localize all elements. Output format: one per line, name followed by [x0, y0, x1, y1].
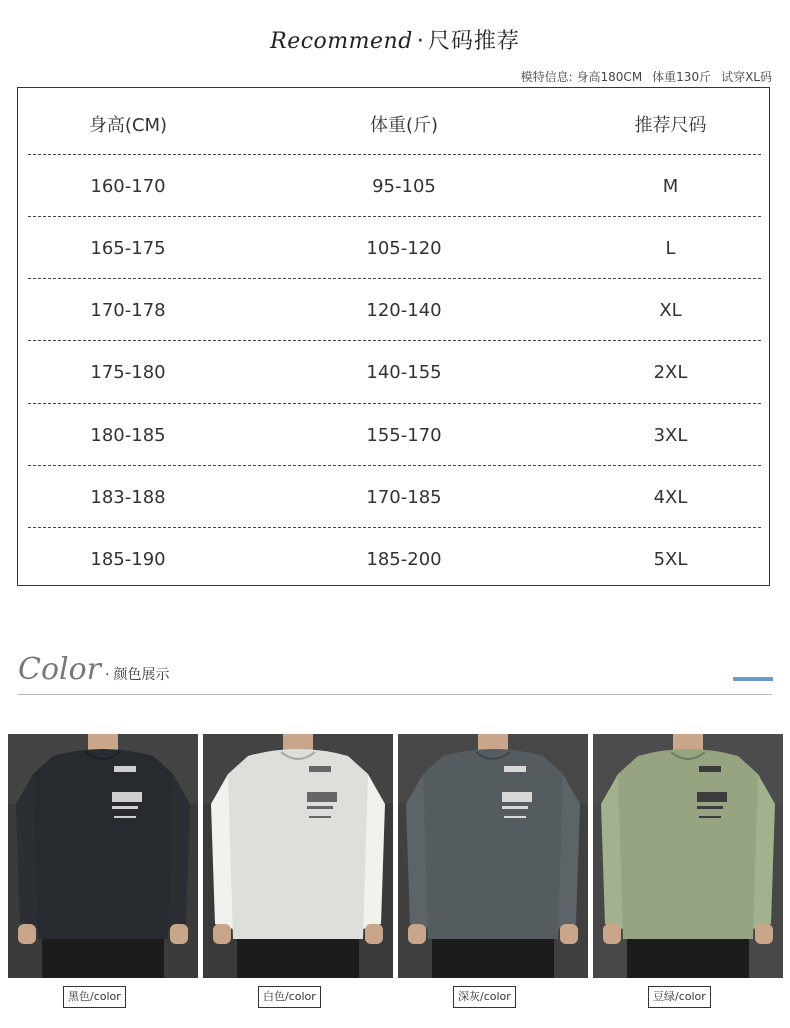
black-shirt-photo [8, 734, 198, 978]
recommend-script-title: Recommend [270, 29, 413, 54]
trousers [237, 939, 359, 978]
cell-weight: 140-155 [366, 361, 442, 383]
left-hand [603, 924, 621, 944]
recommend-heading [0, 24, 790, 55]
chest-print-line [112, 806, 138, 809]
color-heading [18, 652, 772, 696]
cell-size: 5XL [653, 548, 688, 570]
table-row [28, 155, 761, 217]
white-shirt-photo [203, 734, 393, 978]
heading-dot: · [416, 29, 424, 54]
table-row [28, 217, 761, 279]
shirt-image [8, 734, 198, 978]
right-hand [560, 924, 578, 944]
chest-print-line [502, 806, 528, 809]
cell-height: 170-178 [90, 299, 166, 321]
cell-size: 2XL [653, 361, 688, 383]
model-size: 试穿XL码 [721, 70, 772, 84]
table-row [28, 341, 761, 403]
chest-print-logo [307, 792, 337, 802]
left-hand [18, 924, 36, 944]
cell-size: XL [659, 299, 682, 321]
bean-green-shirt-photo [593, 734, 783, 978]
color-label-black: 黑色/color [63, 986, 126, 1008]
dark-gray-shirt-photo [398, 734, 588, 978]
cell-height: 183-188 [90, 486, 166, 508]
model-info [511, 68, 772, 85]
chest-print-bar [699, 766, 721, 772]
size-table [17, 87, 770, 586]
cell-weight: 105-120 [366, 237, 442, 259]
trousers [627, 939, 749, 978]
chest-print-line [309, 816, 331, 818]
left-hand [213, 924, 231, 944]
shirt-image [593, 734, 783, 978]
color-label-dark-gray: 深灰/color [453, 986, 516, 1008]
chest-print-logo [502, 792, 532, 802]
shirt-image [203, 734, 393, 978]
table-row [28, 466, 761, 528]
chest-print-bar [114, 766, 136, 772]
left-hand [408, 924, 426, 944]
table-row [28, 279, 761, 341]
color-display-title: 颜色展示 [113, 667, 170, 683]
table-header-row [28, 93, 761, 155]
cell-height: 160-170 [90, 175, 166, 197]
cell-weight: 155-170 [366, 424, 442, 446]
model-height: 模特信息: 身高180CM [520, 70, 643, 84]
chest-print-line [504, 816, 526, 818]
cell-size: M [662, 175, 679, 197]
table-row [28, 528, 761, 590]
cell-weight: 95-105 [372, 175, 436, 197]
cell-size: 4XL [653, 486, 688, 508]
shirt-shadow [228, 749, 368, 939]
trousers [42, 939, 164, 978]
chest-print-logo [697, 792, 727, 802]
section-divider [18, 694, 772, 695]
header-weight: 体重(斤) [369, 115, 439, 136]
size-recommend-title: 尺码推荐 [427, 29, 520, 54]
heading-dot: · [105, 667, 110, 683]
cell-height: 180-185 [90, 424, 166, 446]
right-hand [170, 924, 188, 944]
table-row [28, 404, 761, 466]
cell-size: 3XL [653, 424, 688, 446]
chest-print-bar [504, 766, 526, 772]
header-size: 推荐尺码 [634, 115, 707, 136]
shirt-image [398, 734, 588, 978]
trousers [432, 939, 554, 978]
chest-print-logo [112, 792, 142, 802]
shirt-shadow [33, 749, 173, 939]
cell-weight: 120-140 [366, 299, 442, 321]
model-weight: 体重130斤 [652, 70, 712, 84]
chest-print-bar [309, 766, 331, 772]
color-label-bean-green: 豆绿/color [648, 986, 711, 1008]
cell-height: 165-175 [90, 237, 166, 259]
chest-print-line [114, 816, 136, 818]
right-hand [755, 924, 773, 944]
right-hand [365, 924, 383, 944]
header-height: 身高(CM) [88, 115, 168, 136]
chest-print-line [699, 816, 721, 818]
cell-weight: 185-200 [366, 548, 442, 570]
accent-bar [733, 677, 773, 681]
shirt-shadow [423, 749, 563, 939]
chest-print-line [697, 806, 723, 809]
shirt-shadow [618, 749, 758, 939]
cell-size: L [665, 237, 676, 259]
cell-height: 175-180 [90, 361, 166, 383]
cell-weight: 170-185 [366, 486, 442, 508]
color-label-white: 白色/color [258, 986, 321, 1008]
cell-height: 185-190 [90, 548, 166, 570]
color-script-title: Color [18, 652, 102, 687]
chest-print-line [307, 806, 333, 809]
